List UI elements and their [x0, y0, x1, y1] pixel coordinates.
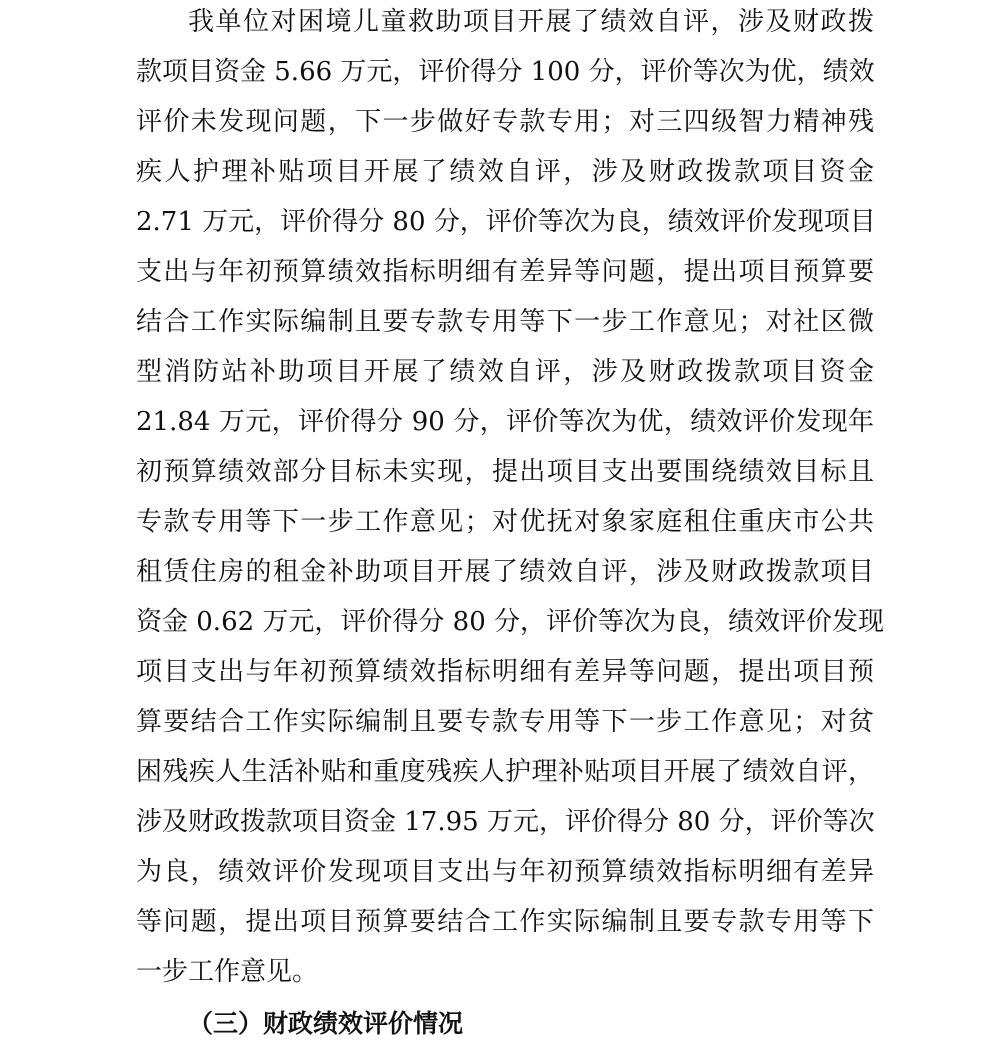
- paragraph-line: 结合工作实际编制且要专款专用等下一步工作意见；对社区微: [136, 307, 874, 337]
- paragraph-line: 2.71 万元，评价得分 80 分，评价等次为良，绩效评价发现项目: [136, 207, 876, 237]
- paragraph-line: 支出与年初预算绩效指标明细有差异等问题，提出项目预算要: [136, 257, 874, 287]
- paragraph-line: 我单位对困境儿童救助项目开展了绩效自评，涉及财政拨: [188, 7, 874, 37]
- paragraph-line: 困残疾人生活补贴和重度残疾人护理补贴项目开展了绩效自评，: [136, 757, 874, 787]
- paragraph-line: 等问题，提出项目预算要结合工作实际编制且要专款专用等下: [136, 907, 874, 937]
- paragraph-line: 初预算绩效部分目标未实现，提出项目支出要围绕绩效目标且: [136, 457, 874, 487]
- paragraph-line: 21.84 万元，评价得分 90 分，评价等次为优，绩效评价发现年: [136, 407, 874, 437]
- paragraph-line: 款项目资金 5.66 万元，评价得分 100 分，评价等次为优，绩效: [136, 57, 875, 87]
- paragraph-line: 疾人护理补贴项目开展了绩效自评，涉及财政拨款项目资金: [136, 157, 874, 187]
- section-heading: （三）财政绩效评价情况: [188, 1009, 464, 1038]
- paragraph-line: 资金 0.62 万元，评价得分 80 分，评价等次为良，绩效评价发现: [136, 607, 885, 637]
- paragraph-line: 涉及财政拨款项目资金 17.95 万元，评价得分 80 分，评价等次: [136, 807, 875, 837]
- paragraph-line: 算要结合工作实际编制且要专款专用等下一步工作意见；对贫: [136, 707, 874, 737]
- paragraph-line: 评价未发现问题，下一步做好专款专用；对三四级智力精神残: [136, 107, 874, 137]
- paragraph-line: 为良，绩效评价发现项目支出与年初预算绩效指标明细有差异: [136, 857, 874, 887]
- paragraph-line: 专款专用等下一步工作意见；对优抚对象家庭租住重庆市公共: [136, 507, 874, 537]
- paragraph-line: 型消防站补助项目开展了绩效自评，涉及财政拨款项目资金: [136, 357, 874, 387]
- paragraph-line: 租赁住房的租金补助项目开展了绩效自评，涉及财政拨款项目: [136, 557, 874, 587]
- paragraph-line: 一步工作意见。: [136, 957, 319, 987]
- paragraph-line: 项目支出与年初预算绩效指标明细有差异等问题，提出项目预: [136, 657, 874, 687]
